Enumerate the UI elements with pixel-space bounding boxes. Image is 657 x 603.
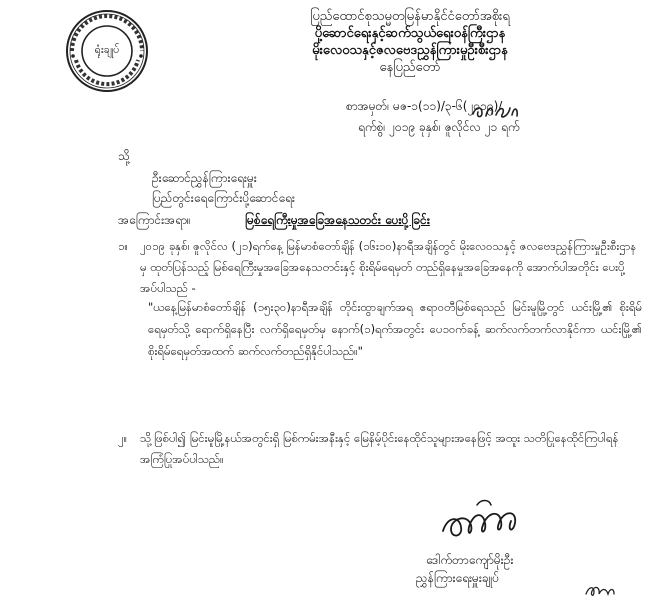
subject-label: အကြောင်းအရာ။ (118, 213, 191, 227)
signatory-name: ဒေါက်တာကျော်မိုးဦး (426, 553, 514, 567)
header-government: ပြည်ထောင်စုသမ္မတမြန်မာနိုင်ငံတော်အစိုးရ (310, 9, 510, 24)
signatory-title: ညွှန်ကြားရေးမှူးချုပ် (416, 571, 500, 585)
subject-text: မြစ်ရေကြီးမှုအခြေအနေသတင်း ပေးပို့ခြင်း (245, 213, 430, 227)
letterhead (170, 8, 650, 76)
addressee-org: ပြည်တွင်းရေကြောင်းပို့ဆောင်ရေး (152, 191, 295, 205)
paragraph-2-number: ၂။ (118, 431, 128, 445)
header-ministry: ပို့ဆောင်ရေးနှင့်ဆက်သွယ်ရေးဝန်ကြီးဌာန (314, 26, 506, 41)
paragraph-2 (118, 428, 640, 470)
header-department: မိုးလေဝသနှင့်ဇလဗေဒညွှန်ကြားမှုဦးစီးဌာန (312, 43, 508, 58)
reference-number-text: စာအမှတ်၊ မဇ-၁(၁၁)/၃-၆(၂၀၁၉)/ (346, 99, 503, 113)
quoted-bulletin: "ယနေ့မြန်မာစံတော်ချိန် (၁၅း၃၀)နာရီအချိန် တိုင်းထွာချက်အရ ဧရာဝတီမြစ်ရေသည် မြင်းမူမြို့တွင် ယင်းမြို့၏ စိုးရိမ်ရေမှတ်သို့ ရောက်ရှိနေပြီး လက်ရှိရေမှတ်မှ နောက်(၁)ရက်အတွင်း ပေ၁ဝက်ခန့် ဆက်လက်တက်လာနိုင်ကာ ယင်းမြို့၏ စိုးရိမ်ရေမှတ်အထက် ဆက်လက်တည်ရှိနိုင်ပါသည်။" (148, 300, 642, 358)
header-city: နေပြည်တော် (379, 60, 441, 75)
addressee-title: ဦးဆောင်ညွှန်ကြားရေးမှူး (152, 171, 257, 185)
letter-date: ရက်စွဲ၊ ၂၀၁၉ ခုနှစ်၊ ဇူလိုင်လ ၂၁ ရက် (358, 120, 520, 134)
initial-mark-icon (584, 582, 616, 600)
seal-center-text: ရုံးချုပ် (94, 43, 120, 56)
paragraph-1 (118, 236, 640, 299)
signature-icon (437, 495, 537, 555)
paragraph-1-text: ၂၀၁၉ ခုနှစ်၊ ဇူလိုင်လ (၂၁)ရက်နေ့ မြန်မာစံတော်ချိန် (၁၆း၁၀)နာရီအချိန်တွင် မိုးလေဝသနှင့် ဇလဗေဒညွှန်ကြားမှုဦးစီးဌာနမှ ထုတ်ပြန်သည့် မြစ်ရေကြီးမှုအခြေအနေသတင်းနှင့် စိုးရိမ်ရေမှတ် တည်ရှိနေမှုအခြေအနေကို အောက်ပါအတိုင်း ပေးပို့အပ်ပါသည် - (140, 239, 637, 295)
paragraph-1-number: ၁။ (118, 239, 128, 253)
paragraph-2-text: သို့ဖြစ်ပါ၍ မြင်းမူမြို့နယ်အတွင်းရှိ မြစ်ကမ်းအနီးနှင့် မြေနိမ့်ပိုင်းနေထိုင်သူများအနေဖြင့် အထူး သတိပြုနေထိုင်ကြပါရန် အကြံပြုအပ်ပါသည်။ (140, 431, 619, 466)
to-label: သို့ (118, 149, 130, 163)
